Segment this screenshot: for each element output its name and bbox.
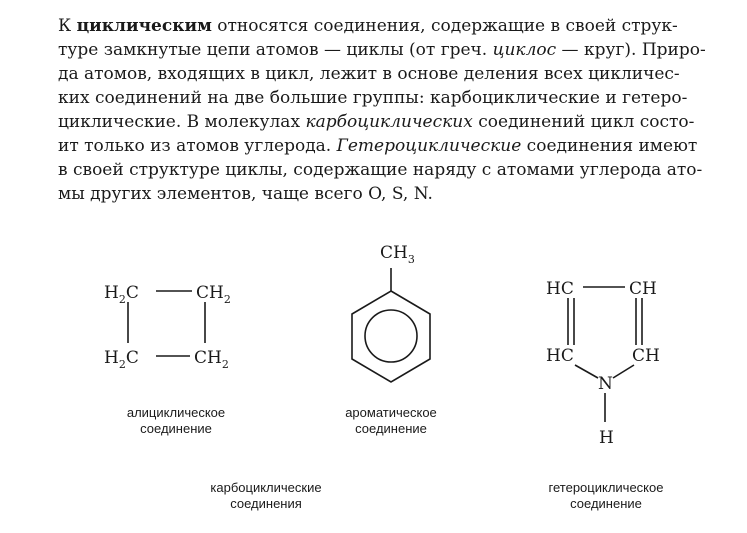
term-kyklos: циклос — [492, 40, 557, 60]
caption-aromatic: ароматическое соединение — [345, 405, 437, 436]
label-pyrrole-hydrogen: H — [599, 428, 614, 448]
paragraph-line-5: циклические. В молекулах карбоциклических соединений цикл состо- — [58, 112, 695, 132]
label-pyrrole-nitrogen: N — [598, 374, 613, 394]
label-pyrrole-mid-right: CH — [632, 346, 660, 366]
caption-alicyclic: алициклическое соединение — [126, 405, 226, 436]
paragraph-line-3: да атомов, входящих в цикл, лежит в основе деления всех цикличес- — [58, 64, 680, 84]
label-pyrrole-top-right: CH — [629, 279, 657, 299]
paragraph-line-4: ких соединений на две большие группы: карбоциклические и гетеро- — [58, 88, 688, 108]
toluene-aromatic-circle — [365, 310, 417, 362]
paragraph-line-7: в своей структуре циклы, содержащие наряду с атомами углерода ато- — [58, 160, 703, 180]
paragraph-line-2: туре замкнутые цепи атомов — циклы (от греч. циклос — круг). Приро- — [58, 40, 706, 60]
paragraph-line-6: ит только из атомов углерода. Гетероциклические соединения имеют — [58, 136, 698, 156]
label-pyrrole-mid-left: HC — [546, 346, 574, 366]
paragraph-line-1: К циклическим относятся соединения, содержащие в своей струк- — [58, 16, 678, 36]
caption-carbocyclic: карбоциклические соединения — [210, 480, 322, 511]
label-cyclobutane-top-right: $CH_2$ — [196, 283, 231, 306]
paragraph-line-8: мы других элементов, чаще всего O, S, N. — [58, 184, 433, 204]
caption-heterocyclic: гетероциклическое соединение — [548, 480, 664, 511]
term-cyclic: циклическим — [76, 16, 212, 36]
label-cyclobutane-top-left: $H_2C$ — [104, 283, 139, 306]
label-pyrrole-top-left: HC — [546, 279, 574, 299]
label-toluene-methyl: $CH_3$ — [380, 243, 415, 266]
term-carbocyclic: карбоциклических — [305, 112, 473, 132]
pyrrole-bond-c5-n — [613, 365, 634, 378]
term-heterocyclic: Гетероциклические — [336, 136, 522, 156]
toluene-benzene-ring — [352, 291, 430, 382]
label-cyclobutane-bottom-right: $CH_2$ — [194, 348, 229, 371]
label-cyclobutane-bottom-left: $H_2C$ — [104, 348, 139, 371]
pyrrole-bond-c2-n — [575, 365, 598, 378]
